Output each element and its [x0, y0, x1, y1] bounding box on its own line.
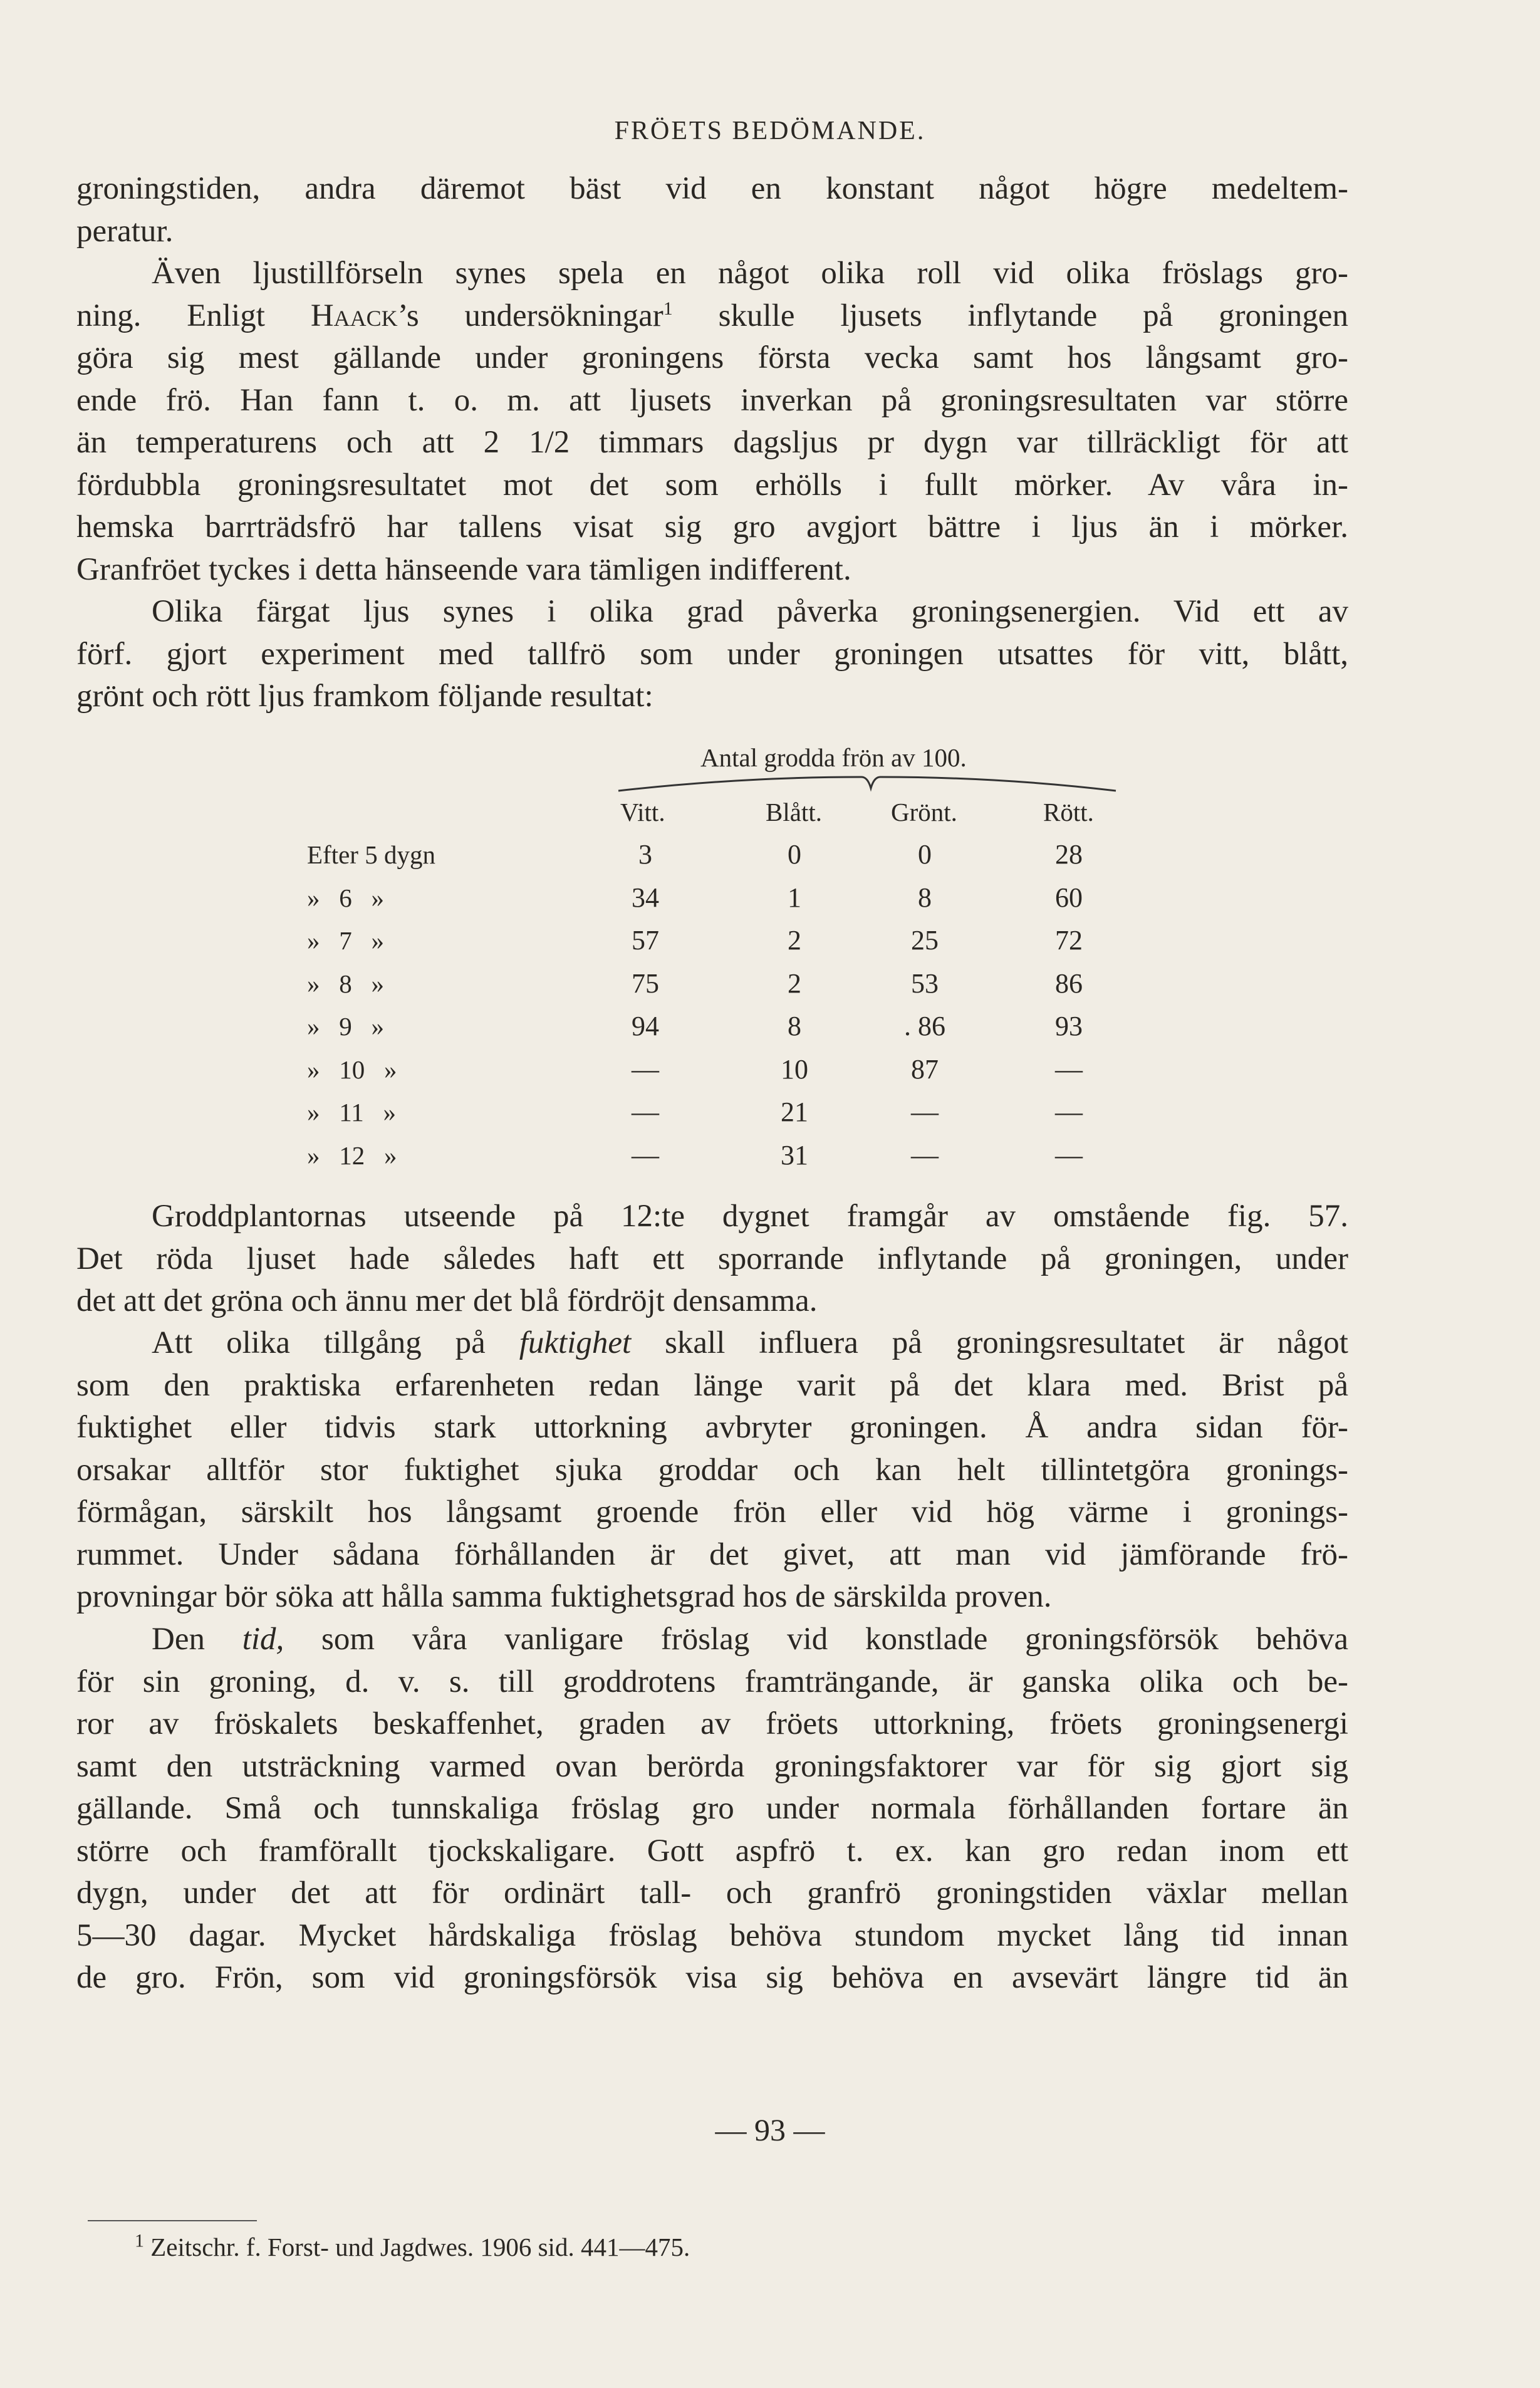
text-line: grönt och rött ljus framkom följande resultat: [76, 679, 653, 714]
text-line: för sin groning, d. v. s. till groddrotens framträngande, är ganska olika och be- [76, 1664, 1348, 1699]
table-cell: 34 [632, 882, 659, 913]
text-line: fuktighet eller tidvis stark uttorkning avbryter groningen. Å andra sidan för- [76, 1410, 1348, 1445]
text-line: samt den utsträckning varmed ovan berörda groningsfaktorer var för sig gjort sig [76, 1748, 1348, 1784]
text-line: gällande. Små och tunnskaliga fröslag gro under normala förhållanden fortare än [76, 1791, 1348, 1826]
column-header-vitt: Vitt. [620, 798, 665, 826]
text-line: orsakar alltför stor fuktighet sjuka groddar och kan helt tillintetgöra gronings- [76, 1452, 1348, 1488]
paragraph-5 [76, 1322, 1348, 1619]
table-cell: . 86 [904, 1011, 945, 1041]
paragraph-1 [76, 168, 1348, 253]
text-line: Även ljustillförseln synes spela en något olika roll vid olika fröslags gro- [152, 256, 1348, 291]
table-cell: 0 [788, 839, 801, 870]
text-line: förmågan, särskilt hos långsamt groende frön eller vid hög värme i gronings- [76, 1494, 1348, 1530]
table-cell: 53 [911, 967, 939, 999]
table-cell: — [632, 1139, 659, 1171]
table-cell: 28 [1055, 839, 1083, 870]
text-line: göra sig mest gällande under groningens första vecka samt hos långsamt gro- [76, 340, 1348, 375]
table-cell: 57 [632, 925, 659, 956]
emphasis: tid, [242, 1622, 284, 1657]
footnote-mark: 1 [135, 2230, 144, 2251]
table-row-label: » 9 » [307, 1012, 384, 1041]
text-line: förf. gjort experiment med tallfrö som under groningen utsattes för vitt, blått, [76, 636, 1348, 672]
text-line: rummet. Under sådana förhållanden är det givet, att man vid jämförande frö- [76, 1536, 1348, 1572]
table-cell: 72 [1055, 925, 1083, 956]
table-cell: 10 [781, 1053, 808, 1085]
text-line: större och framförallt tjockskaligare. Gott aspfrö t. ex. kan gro redan inom ett [76, 1833, 1348, 1869]
running-header: FRÖETS BEDÖMANDE. [614, 117, 926, 145]
brace-line [617, 772, 1118, 797]
column-header-blatt: Blått. [766, 798, 822, 826]
footnote: $^1$ Zeitschr. f. Forst- und Jagdwes. 1906 sid. 441—475. [135, 2230, 690, 2261]
table-cell: 0 [918, 839, 932, 870]
footnote-divider [88, 2220, 257, 2221]
table-cell: — [1055, 1097, 1083, 1127]
text-line: groningstiden, andra däremot bäst vid en konstant något högre medeltem- [76, 171, 1348, 206]
table-cell: 86 [1055, 967, 1083, 999]
table-cell: — [632, 1097, 659, 1127]
table-row-label: » 10 » [307, 1055, 397, 1084]
fraction: 1/2 [529, 425, 570, 460]
text-line: ende frö. Han fann t. o. m. att ljusets inverkan på groningsresultaten var större [76, 382, 1348, 418]
paragraph-2 [76, 253, 1348, 591]
table-cell: 31 [781, 1139, 808, 1171]
table-cell: 21 [781, 1097, 808, 1127]
table-cell: — [911, 1097, 939, 1127]
table-row-label: » 8 » [307, 969, 384, 998]
paragraph-4 [76, 1196, 1348, 1323]
table-cell: — [1055, 1139, 1083, 1171]
text-line: hemska barrträdsfrö har tallens visat sig gro avgjort bättre i ljus än i mörker. [76, 509, 1348, 545]
text-line: de gro. Frön, som vid groningsförsök visa sig behöva en avsevärt längre tid än [76, 1960, 1348, 1995]
text-line: Den tid, som våra vanligare fröslag vid konstlade groningsförsök behöva [152, 1622, 1348, 1657]
text-line: fördubbla groningsresultatet mot det som erhölls i fullt mörker. Av våra in- [76, 467, 1348, 503]
table-row-label: Efter 5 dygn [307, 840, 435, 869]
text-line: ror av fröskalets beskaffenhet, graden av fröets uttorkning, fröets groningsenergi [76, 1706, 1348, 1741]
paragraph-6 [76, 1619, 1348, 2000]
page-number: — 93 — [715, 2112, 825, 2147]
paragraph-3 [76, 591, 1348, 718]
table-cell: — [632, 1053, 659, 1085]
table-cell: 2 [788, 967, 801, 999]
table-cell: 75 [632, 967, 659, 999]
table-cell: 8 [788, 1011, 801, 1041]
column-header-rott: Rött. [1043, 798, 1094, 826]
text-line: peratur. [76, 213, 174, 249]
author-name: Haack [310, 298, 398, 333]
text-line: Det röda ljuset hade således haft ett sporrande inflytande på groningen, under [76, 1241, 1348, 1276]
text-line: Olika färgat ljus synes i olika grad påverka groningsenergien. Vid ett av [152, 594, 1348, 629]
text-line: än temperaturens och att 2 1/2 timmars dagsljus pr dygn var tillräckligt för att [76, 425, 1348, 460]
table-cell: 25 [911, 925, 939, 956]
footnote-reference: 1 [663, 298, 673, 319]
table-cell: 87 [911, 1053, 939, 1085]
text-line: det att det gröna och ännu mer det blå fördröjt densamma. [76, 1283, 818, 1318]
text-line: som den praktiska erfarenheten redan länge varit på det klara med. Brist på [76, 1367, 1348, 1403]
table-cell: 3 [638, 839, 652, 870]
table-cell: 8 [918, 882, 932, 913]
table-row-label: » 11 » [307, 1098, 396, 1127]
emphasis: fuktighet [519, 1325, 632, 1360]
table-cell: — [911, 1139, 939, 1171]
column-header-gront: Grönt. [891, 798, 957, 826]
table-row-label: » 6 » [307, 883, 384, 912]
text-line: provningar bör söka att hålla samma fuktighetsgrad hos de särskilda proven. [76, 1579, 1052, 1614]
text-line: Att olika tillgång på fuktighet skall influera på groningsresultatet är något [152, 1325, 1348, 1360]
table-cell: 60 [1055, 882, 1083, 913]
text-line: 5—30 dagar. Mycket hårdskaliga fröslag behöva stundom mycket lång tid innan [76, 1917, 1348, 1953]
table-caption: Antal grodda frön av 100. [700, 743, 967, 772]
text-line: Groddplantornas utseende på 12:te dygnet framgår av omstående fig. 57. [152, 1199, 1348, 1234]
text-line: dygn, under det att för ordinärt tall- och granfrö groningstiden växlar mellan [76, 1875, 1348, 1911]
table-row-label: » 7 » [307, 926, 384, 955]
table-cell: 2 [788, 925, 801, 956]
table-cell: 94 [632, 1011, 659, 1041]
table-cell: 93 [1055, 1011, 1083, 1041]
table-cell: — [1055, 1053, 1083, 1085]
text-line: ning. Enligt Haack’s undersökningar$^1$ skulle ljusets inflytande på groningen [76, 298, 1348, 333]
table-cell: 1 [788, 882, 801, 913]
text-line: Granfröet tyckes i detta hänseende vara tämligen indifferent. [76, 551, 851, 587]
table-row-label: » 12 » [307, 1140, 397, 1170]
